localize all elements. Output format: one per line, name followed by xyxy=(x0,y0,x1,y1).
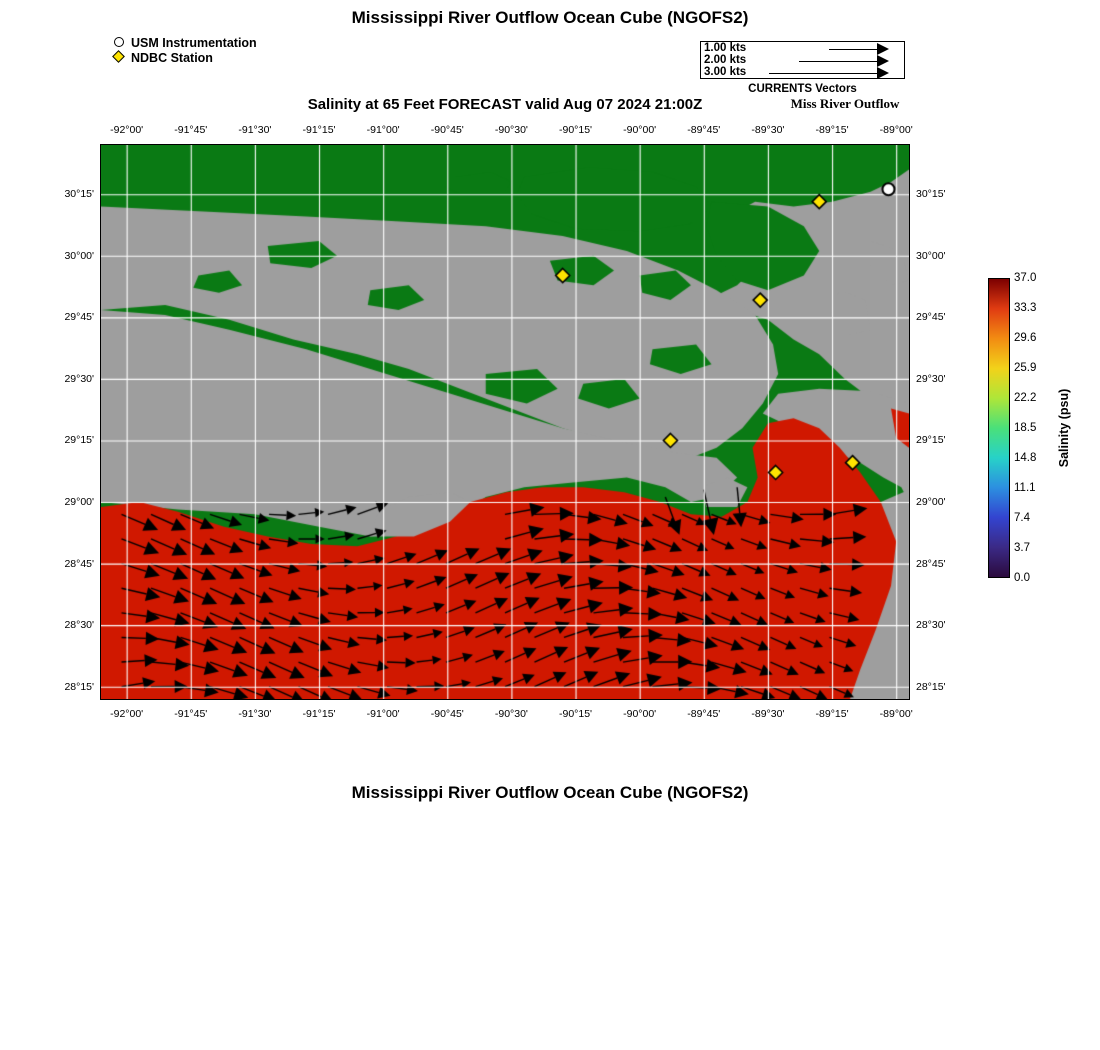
x-tick-label: -89°30' xyxy=(751,124,785,136)
legend-item-ndbc xyxy=(112,51,257,65)
y-tick-label: 29°15' xyxy=(64,434,94,447)
vector-head-1 xyxy=(877,43,889,55)
colorbar-tick-label: 7.4 xyxy=(1014,512,1030,524)
x-tick-label: -90°30' xyxy=(494,708,528,720)
colorbar-tick-label: 18.5 xyxy=(1014,422,1037,434)
x-tick-label: -92°00' xyxy=(110,124,144,136)
x-tick-label: -89°00' xyxy=(879,124,913,136)
x-tick-label: -91°00' xyxy=(366,708,400,720)
map-plot-area[interactable] xyxy=(100,144,910,700)
vector-shaft-1 xyxy=(829,49,877,50)
colorbar-tick-label: 0.0 xyxy=(1014,572,1030,584)
colorbar-tick-label: 25.9 xyxy=(1014,362,1037,374)
colorbar-title: Salinity (psu) xyxy=(1057,388,1071,468)
y-tick-label: 30°00' xyxy=(916,249,946,262)
legend-item-usm xyxy=(112,36,257,50)
x-tick-label: -90°45' xyxy=(430,124,464,136)
y-tick-label: 28°45' xyxy=(64,557,94,570)
vector-shaft-2 xyxy=(799,61,877,62)
currents-vector-key xyxy=(700,41,905,79)
legend-label-ndbc: NDBC Station xyxy=(131,51,213,65)
y-tick-label: 30°15' xyxy=(916,188,946,201)
page-title: Mississippi River Outflow Ocean Cube (NGOFS2) xyxy=(351,8,749,27)
y-tick-label: 30°00' xyxy=(64,249,94,262)
vector-head-2 xyxy=(877,55,889,67)
vector-head-3 xyxy=(877,67,889,79)
x-tick-label: -89°00' xyxy=(879,708,913,720)
colorbar-gradient xyxy=(988,278,1010,578)
y-tick-label: 29°00' xyxy=(64,496,94,509)
vector-key-label-3: 3.00 kts xyxy=(704,66,747,78)
x-tick-label: -90°00' xyxy=(623,124,657,136)
map-canvas[interactable] xyxy=(101,145,909,699)
y-tick-label: 29°45' xyxy=(64,311,94,324)
x-tick-label: -91°15' xyxy=(302,708,336,720)
x-tick-label: -90°15' xyxy=(559,708,593,720)
y-tick-label: 28°30' xyxy=(64,619,94,632)
x-tick-label: -90°15' xyxy=(559,124,593,136)
y-tick-label: 28°15' xyxy=(64,680,94,693)
vector-key-caption: CURRENTS Vectors xyxy=(748,83,857,95)
colorbar-tick-label: 11.1 xyxy=(1014,482,1036,494)
x-tick-label: -91°00' xyxy=(366,124,400,136)
x-tick-label: -91°30' xyxy=(238,124,272,136)
colorbar-tick-label: 3.7 xyxy=(1014,542,1030,554)
map-subtitle: Salinity at 65 Feet FORECAST valid Aug 07 2024 21:00Z xyxy=(307,96,703,113)
y-tick-label: 30°15' xyxy=(64,188,94,201)
x-tick-label: -89°15' xyxy=(815,124,849,136)
overlay-label: Miss River Outflow xyxy=(790,96,900,111)
vector-key-label-1: 1.00 kts xyxy=(704,42,747,54)
x-tick-label: -91°45' xyxy=(174,708,208,720)
y-tick-label: 29°45' xyxy=(916,311,946,324)
x-tick-label: -91°45' xyxy=(174,124,208,136)
y-tick-label: 28°15' xyxy=(916,680,946,693)
vector-key-row-3 xyxy=(701,67,906,79)
x-tick-label: -92°00' xyxy=(110,708,144,720)
y-tick-label: 29°30' xyxy=(64,372,94,385)
x-tick-label: -91°15' xyxy=(302,124,336,136)
y-tick-label: 29°15' xyxy=(916,434,946,447)
bottom-title: Mississippi River Outflow Ocean Cube (NGOFS2) xyxy=(351,783,749,802)
colorbar-tick-label: 22.2 xyxy=(1014,392,1037,404)
colorbar-tick-label: 14.8 xyxy=(1014,452,1037,464)
vector-key-label-2: 2.00 kts xyxy=(704,54,747,66)
y-tick-label: 29°00' xyxy=(916,496,946,509)
vector-shaft-3 xyxy=(769,73,877,74)
y-tick-label: 29°30' xyxy=(916,372,946,385)
x-tick-label: -90°45' xyxy=(430,708,464,720)
colorbar-tick-label: 29.6 xyxy=(1014,332,1037,344)
x-tick-label: -89°15' xyxy=(815,708,849,720)
y-tick-label: 28°45' xyxy=(916,557,946,570)
x-tick-label: -89°45' xyxy=(687,708,721,720)
diamond-marker-icon xyxy=(112,51,128,65)
circle-marker-icon xyxy=(112,36,128,50)
legend-label-usm: USM Instrumentation xyxy=(131,36,257,50)
x-tick-label: -90°00' xyxy=(623,708,657,720)
x-tick-label: -89°30' xyxy=(751,708,785,720)
x-tick-label: -90°30' xyxy=(494,124,528,136)
station-legend xyxy=(112,36,257,66)
x-tick-label: -89°45' xyxy=(687,124,721,136)
y-tick-label: 28°30' xyxy=(916,619,946,632)
colorbar-tick-label: 33.3 xyxy=(1014,302,1037,314)
colorbar-tick-label: 37.0 xyxy=(1014,272,1037,284)
x-tick-label: -91°30' xyxy=(238,708,272,720)
